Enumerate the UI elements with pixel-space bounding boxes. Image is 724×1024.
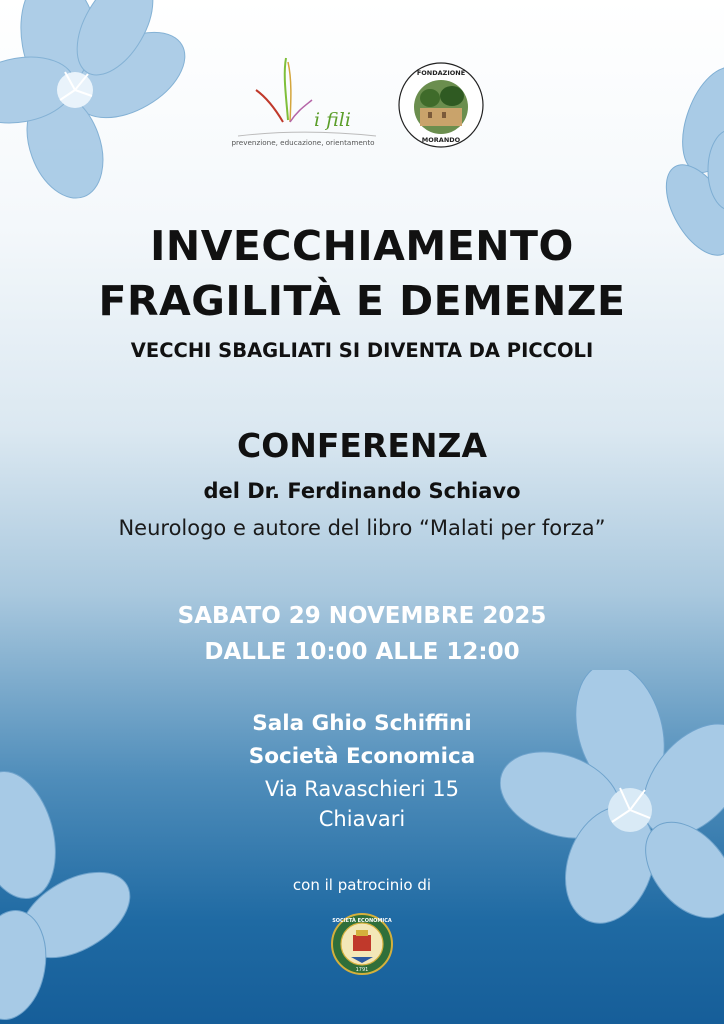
flower-top-left-illustration — [0, 0, 200, 210]
fondazione-morando-logo — [398, 62, 484, 148]
aifili-wordmark: i fili — [314, 109, 351, 131]
morando-bottom-text: MORANDO — [421, 136, 461, 144]
venue-city: Chiavari — [318, 807, 406, 831]
aifili-logo — [228, 50, 378, 160]
societa-economica-seal — [331, 913, 393, 975]
morando-top-text: FONDAZIONE — [416, 69, 466, 77]
venue-hall: Sala Ghio Schiffini — [252, 711, 472, 736]
title-line-1: INVECCHIAMENTO — [150, 222, 574, 270]
subtitle: VECCHI SBAGLIATI SI DIVENTA DA PICCOLI — [130, 339, 594, 362]
event-time: DALLE 10:00 ALLE 12:00 — [204, 639, 520, 665]
conference-label: CONFERENZA — [236, 426, 487, 465]
title-line-2: FRAGILITÀ E DEMENZE — [98, 277, 626, 325]
flower-bottom-left-illustration — [0, 765, 135, 1024]
seal-text: SOCIETÀ ECONOMICA — [332, 918, 392, 924]
patronage-label: con il patrocinio di — [292, 876, 432, 894]
speaker-name: del Dr. Ferdinando Schiavo — [203, 479, 521, 503]
venue-address: Via Ravaschieri 15 — [265, 777, 459, 801]
seal-year: 1791 — [355, 967, 369, 973]
event-date: SABATO 29 NOVEMBRE 2025 — [177, 603, 547, 629]
venue-organization: Società Economica — [248, 744, 476, 769]
aifili-tagline: prevenzione, educazione, orientamento — [231, 138, 375, 147]
speaker-role: Neurologo e autore del libro “Malati per forza” — [118, 516, 606, 540]
